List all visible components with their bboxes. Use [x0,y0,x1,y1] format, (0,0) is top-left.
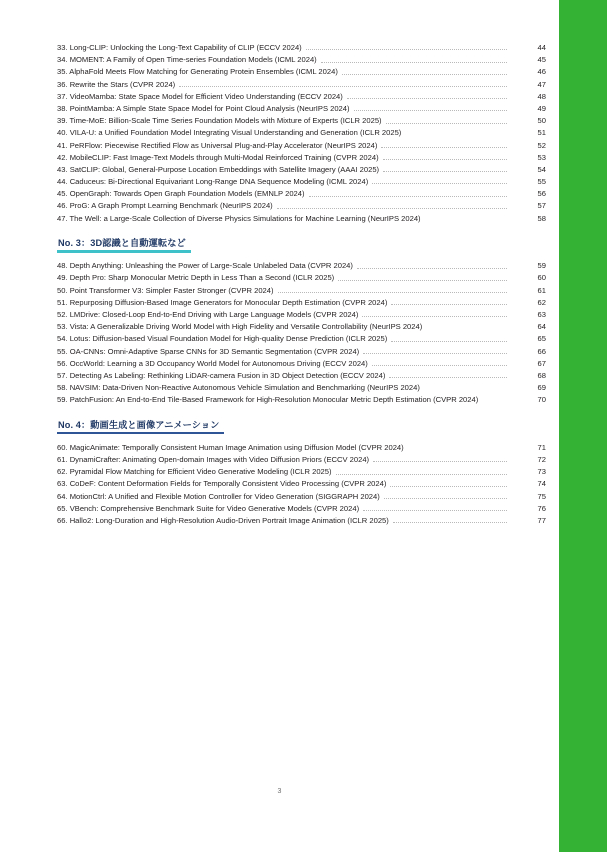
toc-entry[interactable] [57,127,546,139]
toc-entry[interactable] [57,394,546,406]
toc-leader-dots [372,176,507,188]
toc-entry-title: VBench: Comprehensive Benchmark Suite for Video Generative Models (CVPR 2024) [69,503,360,513]
toc-entry-text [57,285,274,297]
toc-entry-page-number: 60 [537,273,546,283]
toc-entry-text [57,515,389,527]
toc-leader-dots [309,188,507,200]
toc-entry[interactable] [57,54,546,66]
toc-entry-number: 51. [57,297,68,307]
toc-entry-title: CoDeF: Content Deformation Fields for Temporally Consistent Video Processing (CVPR 2024) [69,479,387,489]
toc-entry-number: 43. [57,164,68,174]
toc-entry-text [57,442,510,454]
toc-leader-dots [383,152,507,164]
toc-leader-dots [363,503,507,515]
toc-entry-text [57,54,317,66]
toc-entry-text [57,491,380,503]
toc-entry-title: ProG: A Graph Prompt Learning Benchmark (NeurIPS 2024) [69,201,273,211]
toc-entry[interactable] [57,260,546,272]
toc-entry[interactable] [57,515,546,527]
toc-entry-text [57,200,273,212]
toc-entry[interactable] [57,103,546,115]
toc-entry-text [57,272,334,284]
toc-entry-page-number: 67 [537,358,546,368]
toc-leader-dots [357,260,507,272]
toc-entry-page-number: 71 [537,442,546,452]
toc-entry[interactable] [57,346,546,358]
toc-entry-title: MagicAnimate: Temporally Consistent Human Image Animation using Diffusion Model (CVPR 2024) [69,442,404,452]
toc-entry-page-number: 58 [537,213,546,223]
toc-entry-number: 33. [57,43,68,52]
toc-entry[interactable] [57,152,546,164]
toc-entry-text [57,370,385,382]
toc-entry-text [57,115,382,127]
toc-entry-page-number: 72 [537,455,546,465]
toc-entry-page-number: 48 [537,91,546,101]
toc-entry[interactable] [57,442,546,454]
toc-entry-number: 41. [57,140,68,150]
section-heading [57,237,546,251]
toc-leader-dots [391,297,507,309]
toc-entry-page-number: 61 [537,285,546,295]
toc-leader-dots [373,454,507,466]
toc-entry-number: 53. [57,322,68,332]
toc-entry-number: 48. [57,261,68,271]
toc-entry-number: 60. [57,442,68,452]
section-heading-label: No. 4：動画生成と画像アニメーション [57,419,220,433]
toc-entry-title: VideoMamba: State Space Model for Efficient Video Understanding (ECCV 2024) [69,91,343,101]
toc-entry-number: 61. [57,455,68,465]
toc-entry-page-number: 70 [537,395,546,405]
toc-entry[interactable] [57,321,546,333]
toc-entry-number: 35. [57,67,68,77]
toc-entry[interactable] [57,297,546,309]
toc-entry[interactable] [57,285,546,297]
toc-entry-number: 49. [57,273,68,283]
toc-entry-number: 42. [57,152,68,162]
toc-entry-number: 66. [57,516,68,525]
toc-entry[interactable] [57,382,546,394]
toc-entry-page-number: 55 [537,177,546,187]
toc-entry-title: MotionCtrl: A Unified and Flexible Motion Controller for Video Generation (SIGGRAPH 2024) [69,491,380,501]
toc-entry-text [57,297,387,309]
toc-entry-text [57,164,379,176]
toc-entry-number: 64. [57,491,68,501]
toc-entry-number: 63. [57,479,68,489]
toc-entry-number: 58. [57,383,68,393]
toc-entry[interactable] [57,272,546,284]
toc-entry-title: Hallo2: Long-Duration and High-Resolution Audio-Driven Portrait Image Animation (ICLR 2025) [69,516,389,525]
toc-entry-text [57,394,510,406]
toc-leader-dots [372,358,507,370]
toc-entry-number: 55. [57,346,68,356]
toc-entry-text [57,103,350,115]
toc-entry-title: PeRFlow: Piecewise Rectified Flow as Universal Plug-and-Play Accelerator (NeurIPS 2024) [69,140,378,150]
toc-entry-text [57,503,359,515]
toc-entry-title: OpenGraph: Towards Open Graph Foundation Models (EMNLP 2024) [69,189,305,199]
toc-entry-title: PointMamba: A Simple State Space Model for Point Cloud Analysis (NeurIPS 2024) [69,103,350,113]
toc-entry-page-number: 51 [537,128,546,138]
toc-entry-page-number: 77 [537,516,546,525]
toc-entry-number: 44. [57,177,68,187]
toc-leader-dots [383,164,507,176]
toc-entry[interactable] [57,358,546,370]
toc-entry-title: OccWorld: Learning a 3D Occupancy World Model for Autonomous Driving (ECCV 2024) [69,358,368,368]
toc-entry-text [57,66,338,78]
table-of-contents [57,42,546,527]
toc-leader-dots [393,515,507,527]
toc-entry-title: VILA-U: a Unified Foundation Model Integrating Visual Understanding and Generation (ICLR 2025) [69,128,402,138]
toc-entry-number: 50. [57,285,68,295]
toc-leader-dots [306,42,507,54]
toc-entry-title: MOMENT: A Family of Open Time-series Foundation Models (ICML 2024) [69,55,317,65]
toc-entry-page-number: 50 [537,116,546,126]
toc-entry-number: 36. [57,79,68,89]
toc-leader-dots [338,272,507,284]
toc-entry-page-number: 75 [537,491,546,501]
toc-entry-page-number: 63 [537,309,546,319]
toc-entry-title: PatchFusion: An End-to-End Tile-Based Framework for High-Resolution Monocular Metric Depth Estimation (CVPR 2024) [69,395,479,405]
toc-leader-dots [390,478,507,490]
toc-entry-title: Time-MoE: Billion-Scale Time Series Foundation Models with Mixture of Experts (ICLR 2025) [69,116,382,126]
toc-entry-title: NAVSIM: Data-Driven Non-Reactive Autonomous Vehicle Simulation and Benchmarking (NeurIPS 2024) [69,383,420,393]
toc-entry-number: 59. [57,395,68,405]
toc-leader-dots [389,370,507,382]
toc-entry-number: 38. [57,103,68,113]
toc-leader-dots [278,285,507,297]
accent-sidebar-bar [559,0,607,852]
toc-entry-number: 45. [57,189,68,199]
toc-entry-number: 37. [57,91,68,101]
toc-entry-title: Rewrite the Stars (CVPR 2024) [69,79,176,89]
toc-leader-dots [179,79,507,91]
toc-entry-title: The Well: a Large-Scale Collection of Diverse Physics Simulations for Machine Learning (NeurIPS 2024) [69,213,421,223]
toc-entry-title: Vista: A Generalizable Driving World Model with High Fidelity and Versatile Controllability (NeurIPS 2024) [69,322,423,332]
toc-entry[interactable] [57,188,546,200]
toc-entry-number: 46. [57,201,68,211]
toc-entry-title: Depth Pro: Sharp Monocular Metric Depth in Less Than a Second (ICLR 2025) [69,273,335,283]
toc-entry[interactable] [57,164,546,176]
toc-entry[interactable] [57,466,546,478]
toc-entry-page-number: 62 [537,297,546,307]
toc-entry-title: Caduceus: Bi-Directional Equivariant Long-Range DNA Sequence Modeling (ICML 2024) [69,177,369,187]
toc-entry-number: 52. [57,309,68,319]
toc-leader-dots [336,466,507,478]
toc-entry[interactable] [57,42,546,54]
toc-entry[interactable] [57,491,546,503]
section-heading [57,419,546,433]
toc-entry-number: 47. [57,213,68,223]
section-heading-label: No. 3：3D認識と自動運転など [57,237,187,251]
toc-leader-dots [354,103,507,115]
toc-leader-dots [321,54,507,66]
toc-leader-dots [277,200,507,212]
toc-entry-number: 34. [57,55,68,65]
toc-entry-page-number: 73 [537,467,546,477]
toc-entry-title: Point Transformer V3: Simpler Faster Stronger (CVPR 2024) [69,285,274,295]
toc-entry-title: OA-CNNs: Omni-Adaptive Sparse CNNs for 3D Semantic Segmentation (CVPR 2024) [69,346,360,356]
toc-leader-dots [362,309,507,321]
toc-entry-page-number: 53 [537,152,546,162]
toc-entry[interactable] [57,200,546,212]
toc-entry-text [57,260,353,272]
toc-entry-number: 65. [57,503,68,513]
toc-entry-text [57,91,343,103]
toc-entry-page-number: 52 [537,140,546,150]
toc-entry-text [57,333,387,345]
toc-entry[interactable] [57,370,546,382]
toc-entry-text [57,140,377,152]
toc-entry[interactable] [57,176,546,188]
toc-entry-page-number: 66 [537,346,546,356]
toc-entry-text [57,152,379,164]
toc-entry[interactable] [57,309,546,321]
toc-entry-text [57,213,510,225]
toc-entry-page-number: 45 [537,55,546,65]
toc-entry-text [57,127,510,139]
toc-entry-text [57,466,332,478]
toc-entry-page-number: 54 [537,164,546,174]
toc-entry-page-number: 68 [537,370,546,380]
toc-entry-title: Repurposing Diffusion-Based Image Generators for Monocular Depth Estimation (CVPR 2024) [69,297,388,307]
toc-entry-title: Lotus: Diffusion-based Visual Foundation Model for High-quality Dense Prediction (ICLR 2025) [69,334,388,344]
toc-entry-text [57,454,369,466]
toc-entry[interactable] [57,503,546,515]
toc-entry-page-number: 74 [537,479,546,489]
toc-entry[interactable] [57,66,546,78]
toc-leader-dots [342,66,507,78]
toc-entry-page-number: 59 [537,261,546,271]
toc-entry-page-number: 49 [537,103,546,113]
toc-entry-title: Depth Anything: Unleashing the Power of Large-Scale Unlabeled Data (CVPR 2024) [69,261,353,271]
toc-entry-text [57,358,368,370]
toc-entry-number: 57. [57,370,68,380]
toc-entry-text [57,382,510,394]
toc-entry-title: DynamiCrafter: Animating Open-domain Images with Video Diffusion Priors (ECCV 2024) [69,455,370,465]
toc-entry-number: 56. [57,358,68,368]
toc-entry-text [57,478,386,490]
toc-entry-number: 39. [57,116,68,126]
toc-entry-title: LMDrive: Closed-Loop End-to-End Driving with Large Language Models (CVPR 2024) [69,309,359,319]
toc-entry[interactable] [57,478,546,490]
toc-entry-title: Detecting As Labeling: Rethinking LiDAR-camera Fusion in 3D Object Detection (ECCV 2024) [69,370,386,380]
toc-entry-page-number: 57 [537,201,546,211]
toc-entry[interactable] [57,454,546,466]
toc-entry[interactable] [57,79,546,91]
page-footer [0,788,559,795]
footer-page-number: 3 [277,788,282,795]
toc-entry-text [57,346,359,358]
toc-entry-number: 54. [57,334,68,344]
toc-leader-dots [347,91,507,103]
toc-leader-dots [386,115,507,127]
toc-entry-text [57,79,175,91]
toc-entry-page-number: 76 [537,503,546,513]
toc-entry-title: SatCLIP: Global, General-Purpose Location Embeddings with Satellite Imagery (AAAI 2025) [69,164,380,174]
toc-entry-text [57,188,305,200]
toc-entry-number: 40. [57,128,68,138]
toc-entry-page-number: 69 [537,383,546,393]
toc-entry-title: Pyramidal Flow Matching for Efficient Video Generative Modeling (ICLR 2025) [69,467,332,477]
toc-leader-dots [363,346,507,358]
toc-entry[interactable] [57,115,546,127]
toc-entry-page-number: 46 [537,67,546,77]
toc-leader-dots [391,333,507,345]
toc-entry-text [57,42,302,54]
toc-entry-page-number: 64 [537,322,546,332]
toc-entry-text [57,309,358,321]
toc-entry-title: AlphaFold Meets Flow Matching for Generating Protein Ensembles (ICML 2024) [69,67,338,77]
toc-entry[interactable] [57,140,546,152]
toc-entry-page-number: 56 [537,189,546,199]
toc-entry-page-number: 65 [537,334,546,344]
toc-entry-title: Long-CLIP: Unlocking the Long-Text Capability of CLIP (ECCV 2024) [69,43,302,52]
toc-entry-title: MobileCLIP: Fast Image-Text Models through Multi-Modal Reinforced Training (CVPR 2024) [69,152,379,162]
toc-entry-number: 62. [57,467,68,477]
toc-entry-page-number: 44 [537,43,546,52]
toc-entry[interactable] [57,213,546,225]
toc-leader-dots [381,140,507,152]
toc-entry-text [57,176,368,188]
toc-entry[interactable] [57,91,546,103]
toc-leader-dots [384,491,507,503]
toc-entry-page-number: 47 [537,79,546,89]
toc-entry-text [57,321,510,333]
toc-entry[interactable] [57,333,546,345]
